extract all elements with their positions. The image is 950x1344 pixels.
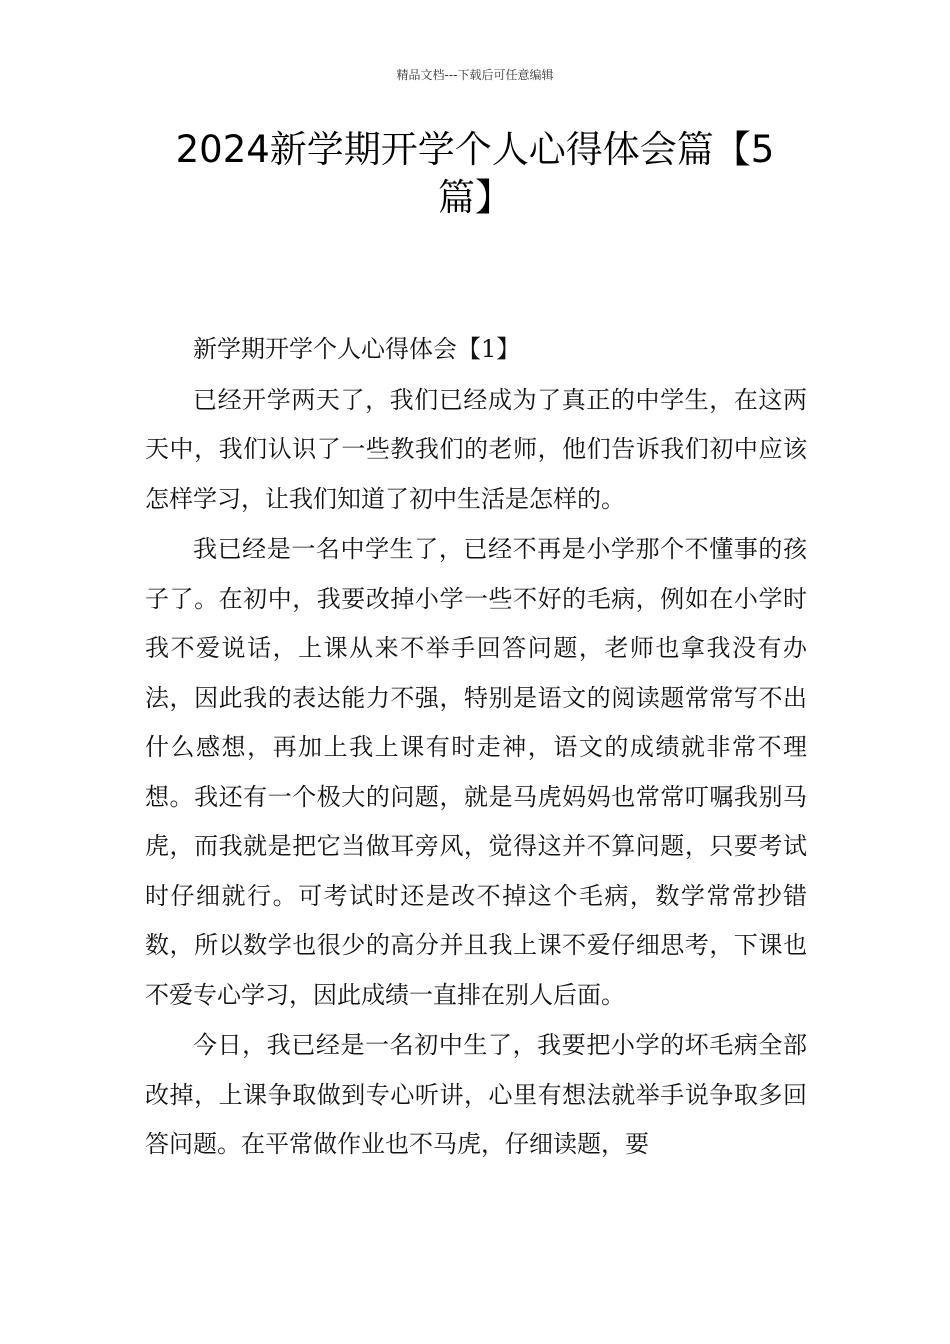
document-body <box>145 325 807 1170</box>
paragraph: 我已经是一名中学生了，已经不再是小学那个不懂事的孩子了。在初中，我要改掉小学一些不好的毛病，例如在小学时我不爱说话，上课从来不举手回答问题，老师也拿我没有办法，因此我的表达能力不强，特别是语文的阅读题常常写不出什么感想，再加上我上课有时走神，语文的成绩就非常不理想。我还有一个极大的问题，就是马虎妈妈也常常叮嘱我别马虎，而我就是把它当做耳旁风，觉得这并不算问题，只要考试时仔细就行。可考试时还是改不掉这个毛病，数学常常抄错数，所以数学也很少的高分并且我上课不爱仔细思考，下课也不爱专心学习，因此成绩一直排在别人后面。 <box>145 535 807 1009</box>
section-heading: 新学期开学个人心得体会【1】 <box>193 335 521 363</box>
page-header-note: 精品文档---下载后可任意编辑 <box>396 68 554 82</box>
paragraph: 已经开学两天了，我们已经成为了真正的中学生，在这两天中，我们认识了一些教我们的老师，他们告诉我们初中应该怎样学习，让我们知道了初中生活是怎样的。 <box>145 385 807 513</box>
document-title: 2024新学期开学个人心得体会篇【5篇】 <box>175 128 775 219</box>
paragraph: 今日，我已经是一名初中生了，我要把小学的坏毛病全部改掉，上课争取做到专心听讲，心里有想法就举手说争取多回答问题。在平常做作业也不马虎，仔细读题，要 <box>145 1031 807 1158</box>
